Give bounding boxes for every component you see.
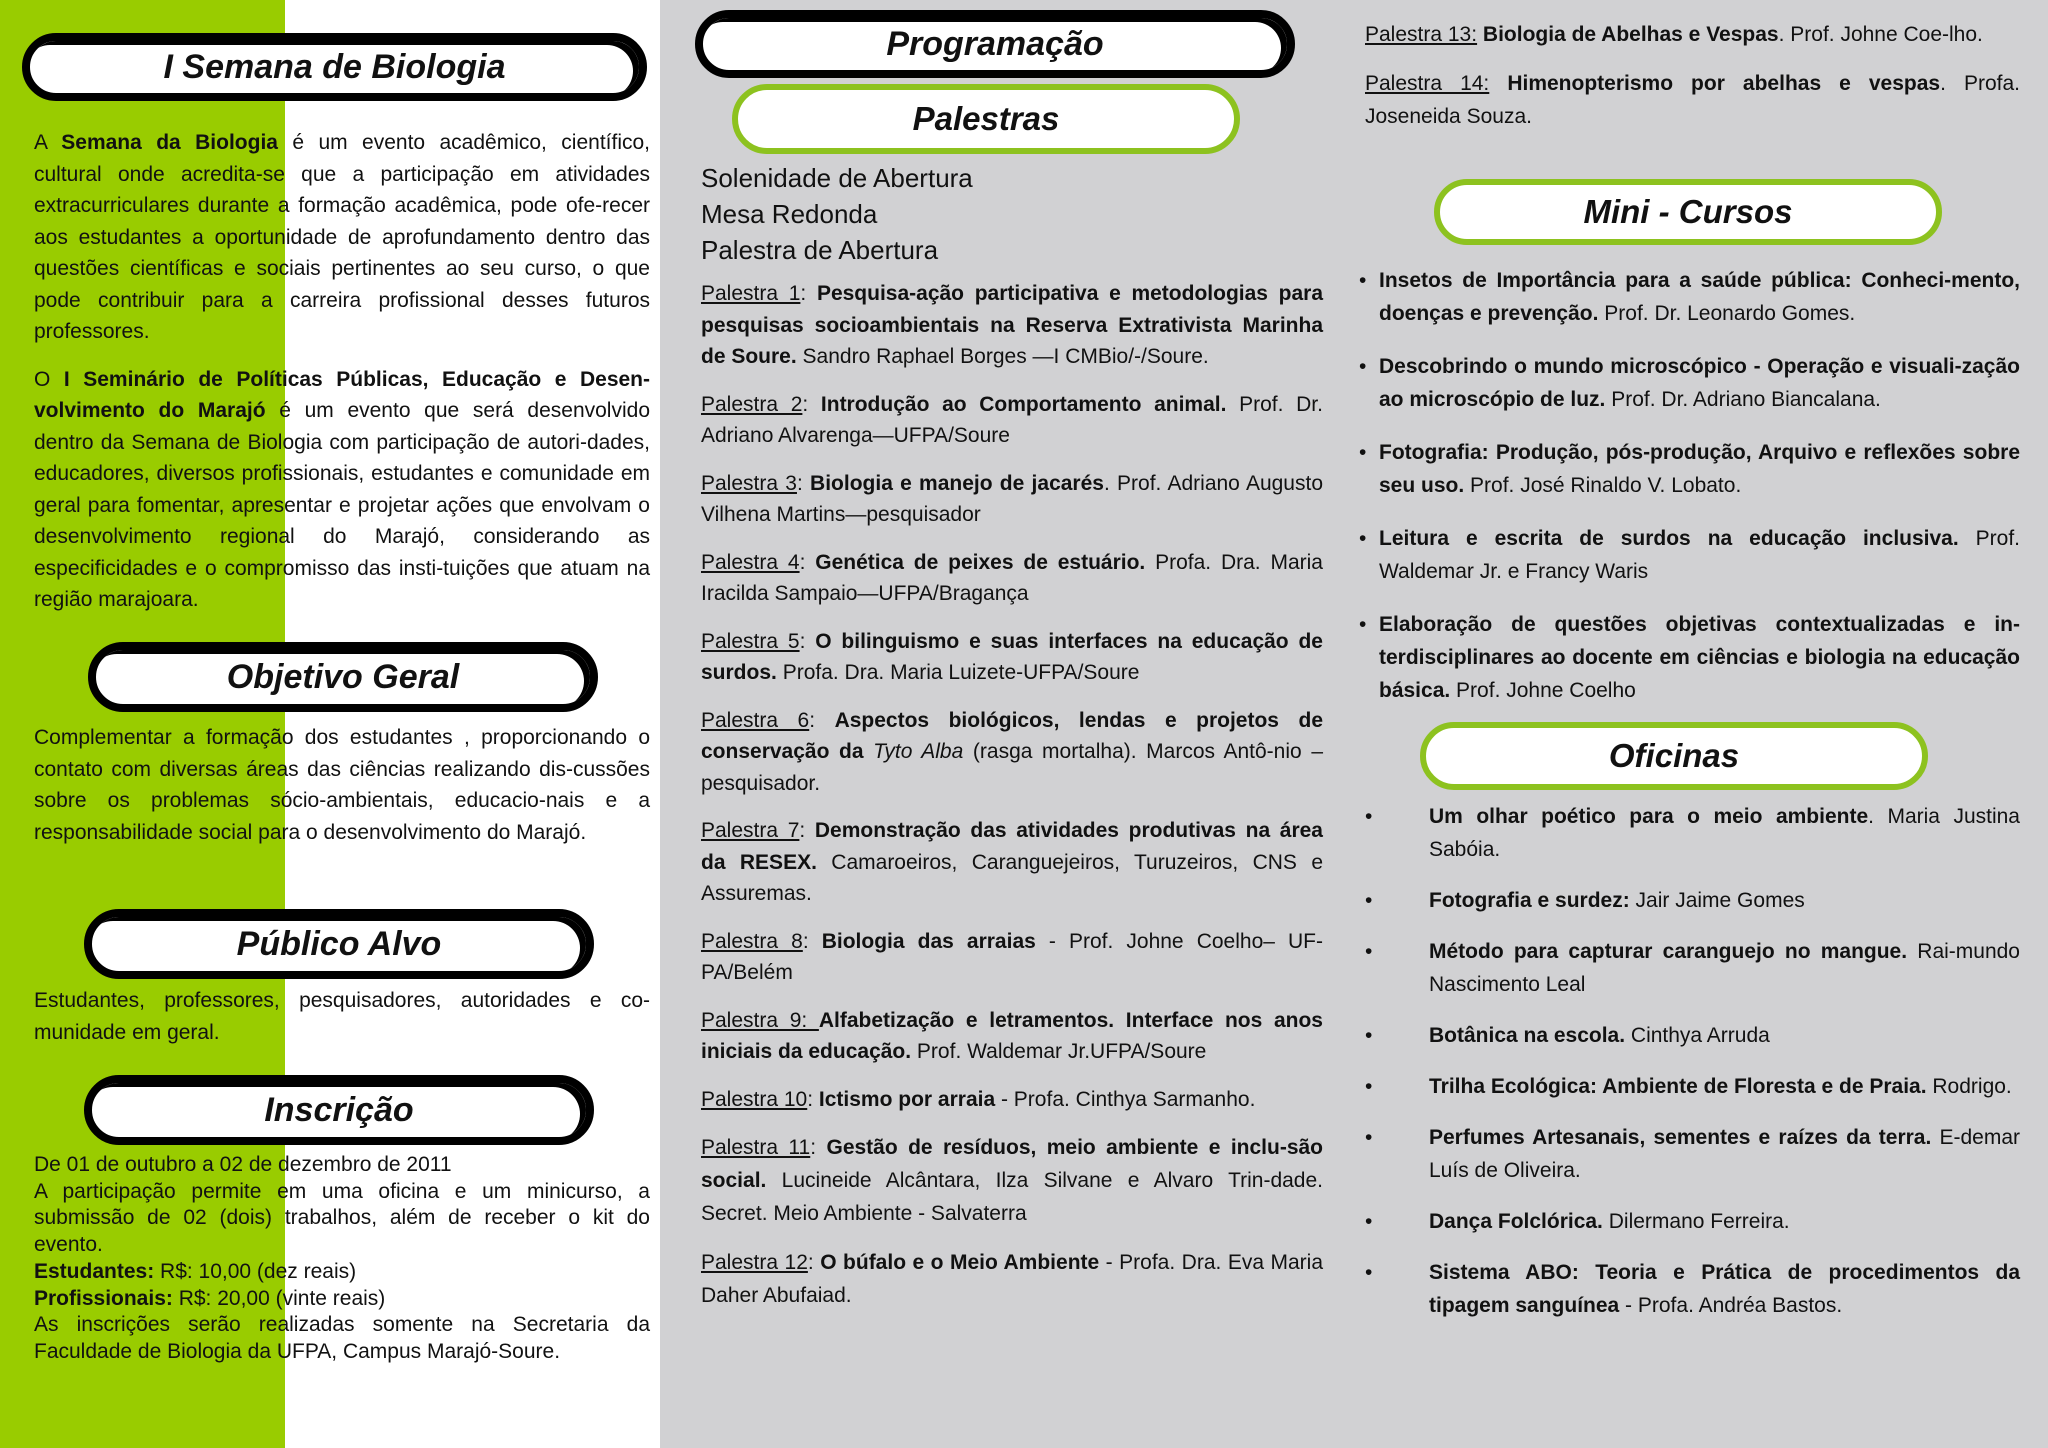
minicurso-item: • Insetos de Importância para a saúde pública: Conheci-mento, doenças e prevenção. Prof. Dr. Leonardo Gomes. — [1365, 264, 2020, 330]
oficinas-list — [1365, 800, 2020, 1322]
oficina-item: • Botânica na escola. Cinthya Arruda — [1365, 1019, 2020, 1052]
title-inscricao: Inscrição — [84, 1075, 594, 1145]
palestra-item: Palestra 10: Ictismo por arraia - Profa. Cinthya Sarmanho. — [701, 1087, 1256, 1111]
intro-paragraph-1: A Semana da Biologia é um evento acadêmico, científico, cultural onde acredita-se que a participação em atividades extracurriculares durante a formação acadêmica, pode ofe-recer aos estudantes a oportunidade de aprofundamento dentro das questões científicas e sociais pertinentes ao seu curso, o que pode contribuir para a carreira profissional desses futuros professores. — [34, 131, 651, 343]
programacao-section — [701, 160, 1323, 1328]
palestra-item: Palestra 8: Biologia das arraias - Prof. Johne Coelho– UF-PA/Belém — [701, 929, 1323, 984]
title-oficinas: Oficinas — [1420, 722, 1928, 790]
oficina-item: • Método para capturar caranguejo no mangue. Rai-mundo Nascimento Leal — [1365, 935, 2020, 1001]
palestra-item: Palestra 9: Alfabetização e letramentos. Interface nos anos iniciais da educação. Prof. Waldemar Jr.UFPA/Soure — [701, 1008, 1323, 1063]
inscricao-section — [34, 1152, 650, 1366]
minicurso-item: • Fotografia: Produção, pós-produção, Arquivo e reflexões sobre seu uso. Prof. José Rinaldo V. Lobato. — [1365, 436, 2020, 502]
minicurso-item: • Elaboração de questões objetivas contextualizadas e in-terdisciplinares ao docente em ciências e biologia na educação básica. Prof. Johne Coelho — [1365, 608, 2020, 707]
palestra-item: Palestra 11: Gestão de resíduos, meio ambiente e inclu-são social. Lucineide Alcântara, Ilza Silvane e Alvaro Trin-dade. Secret. Meio Ambiente - Salvaterra — [701, 1136, 1324, 1225]
palestra-item: Palestra 5: O bilinguismo e suas interfaces na educação de surdos. Profa. Dra. Maria Luizete-UFPA/Soure — [701, 629, 1323, 684]
title-semana: I Semana de Biologia — [22, 33, 647, 101]
palestra-item: Palestra 3: Biologia e manejo de jacarés. Prof. Adriano Augusto Vilhena Martins—pesquisador — [701, 471, 1324, 526]
abertura-item: Solenidade de Abertura — [701, 163, 973, 193]
objetivo-text: Complementar a formação dos estudantes , proporcionando o contato com diversas áreas das ciências realizando dis-cussões sobre os problemas sócio-ambientais, educacio-nais e a responsabilidade social para o desenvolvimento do Marajó. — [34, 726, 650, 844]
oficina-item: • Perfumes Artesanais, sementes e raízes da terra. E-demar Luís de Oliveira. — [1365, 1121, 2020, 1187]
oficina-item: • Fotografia e surdez: Jair Jaime Gomes — [1365, 884, 2020, 917]
minicurso-item: • Descobrindo o mundo microscópico - Operação e visuali-zação ao microscópio de luz. Prof. Dr. Adriano Biancalana. — [1365, 350, 2020, 416]
inscricao-professionals: Profissionais: R$: 20,00 (vinte reais) — [34, 1286, 386, 1310]
oficina-item: • Trilha Ecológica: Ambiente de Floresta e de Praia. Rodrigo. — [1365, 1070, 2020, 1103]
abertura-item: Mesa Redonda — [701, 199, 878, 229]
palestra-item: Palestra 1: Pesquisa-ação participativa e metodologias para pesquisas socioambientais na Reserva Extrativista Marinha de Soure. Sandro Raphael Borges —I CMBio/-/Soure. — [701, 282, 1324, 368]
title-palestras: Palestras — [732, 84, 1240, 154]
title-publico: Público Alvo — [84, 909, 594, 979]
inscricao-participation: A participação permite em uma oficina e um minicurso, a submissão de 02 (dois) trabalhos, além de receber o kit do evento. — [34, 1179, 650, 1257]
intro-section — [34, 127, 650, 632]
title-objetivo: Objetivo Geral — [88, 642, 598, 712]
oficina-item: • Um olhar poético para o meio ambiente. Maria Justina Sabóia. — [1365, 800, 2020, 866]
minicursos-section — [1365, 264, 2020, 727]
inscricao-students: Estudantes: R$: 10,00 (dez reais) — [34, 1259, 357, 1283]
publico-text: Estudantes, professores, pesquisadores, autoridades e co-munidade em geral. — [34, 989, 650, 1044]
palestra-item: Palestra 13: Biologia de Abelhas e Vespas. Prof. Johne Coe-lho. — [1365, 23, 1983, 46]
abertura-item: Palestra de Abertura — [701, 235, 939, 265]
abertura-list — [701, 160, 1323, 268]
oficinas-section — [1365, 800, 2020, 1340]
intro-paragraph-2: O I Seminário de Políticas Públicas, Educação e Desen-volvimento do Marajó é um evento que será desenvolvido dentro da Semana de Biologia com participação de autori-dades, educadores, diversos profissionais, estudantes e comunidade em geral para fomentar, apresentar e projetar ações que envolvam o desenvolvimento regional do Marajó, considerando as especificidades e o compromisso das insti-tuições que atuam na região marajoara. — [34, 367, 650, 611]
inscricao-location: As inscrições serão realizadas somente na Secretaria da Faculdade de Biologia da UFPA, Campus Marajó-Soure. — [34, 1313, 650, 1363]
objetivo-section — [34, 722, 650, 864]
inscricao-period: De 01 de outubro a 02 de dezembro de 2011 — [34, 1153, 452, 1176]
title-minicursos: Mini - Cursos — [1434, 179, 1942, 245]
minicursos-list — [1365, 264, 2020, 707]
palestra-item: Palestra 12: O búfalo e o Meio Ambiente - Profa. Dra. Eva Maria Daher Abufaiad. — [701, 1251, 1324, 1307]
oficina-item: • Sistema ABO: Teoria e Prática de procedimentos da tipagem sanguínea - Profa. Andréa Bastos. — [1365, 1256, 2020, 1322]
publico-section — [34, 985, 650, 1064]
palestra-item: Palestra 6: Aspectos biológicos, lendas e projetos de conservação da Tyto Alba (rasga mortalha). Marcos Antô-nio – pesquisador. — [701, 708, 1323, 795]
palestra-item: Palestra 7: Demonstração das atividades produtivas na área da RESEX. Camaroeiros, Caranguejeiros, Turuzeiros, CNS e Assuremas. — [701, 819, 1323, 905]
palestra-item: Palestra 14: Himenopterismo por abelhas e vespas. Profa. Joseneida Souza. — [1365, 72, 2021, 128]
palestra-item: Palestra 2: Introdução ao Comportamento animal. Prof. Dr. Adriano Alvarenga—UFPA/Soure — [701, 392, 1323, 447]
palestra-item: Palestra 4: Genética de peixes de estuário. Profa. Dra. Maria Iracilda Sampaio—UFPA/Bragança — [701, 550, 1323, 605]
title-programacao: Programação — [695, 10, 1295, 78]
minicurso-item: • Leitura e escrita de surdos na educação inclusiva. Prof. Waldemar Jr. e Francy Waris — [1365, 522, 2020, 588]
palestras-continued — [1365, 18, 2020, 149]
oficina-item: • Dança Folclórica. Dilermano Ferreira. — [1365, 1205, 2020, 1238]
